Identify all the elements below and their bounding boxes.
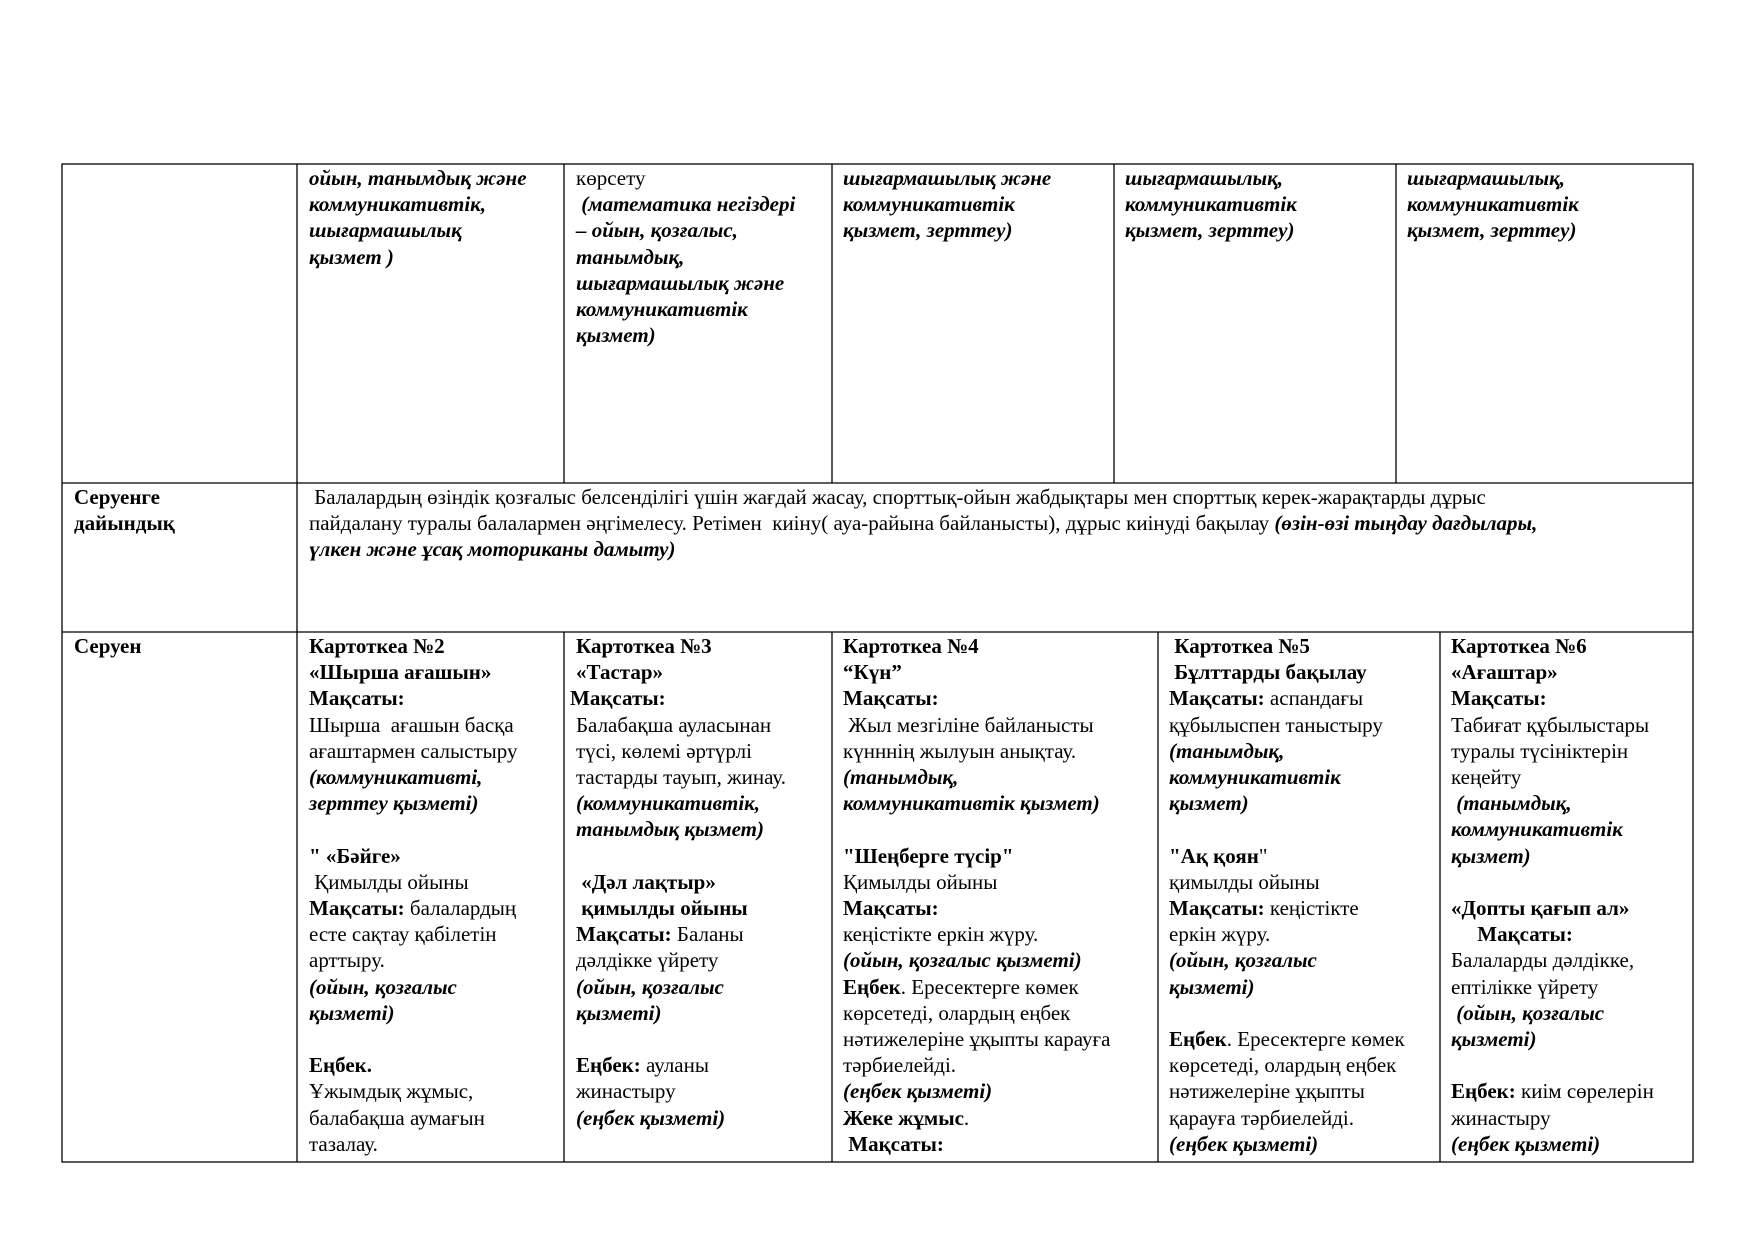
- game-title: "Ақ қоян: [1169, 843, 1259, 868]
- text-line: [309, 510, 1537, 536]
- text-line: қызмет): [576, 323, 656, 348]
- text-line: арттыру.: [309, 948, 385, 973]
- text-line: жинастыру: [576, 1079, 676, 1104]
- row-label: дайындық: [74, 511, 175, 536]
- activity-line: коммуникативтік: [1169, 765, 1341, 790]
- goal-label: Мақсаты:: [309, 896, 405, 921]
- goal-label: Мақсаты:: [1451, 686, 1547, 711]
- card-title: Картоткеа №5: [1169, 634, 1310, 658]
- text-line: Балабақша ауласынан: [576, 712, 772, 737]
- text-line: шығармашылық және: [843, 166, 1052, 190]
- text-line: түсі, көлемі әртүрлі: [576, 738, 752, 763]
- text-line: күнннің жылуын анықтау.: [843, 738, 1077, 763]
- text-line: қарауға тәрбиелейді.: [1169, 1105, 1355, 1130]
- text-line: қызмет, зерттеу): [843, 218, 1013, 243]
- activity-line: (танымдық,: [843, 765, 959, 790]
- game-subtitle: қимылды ойыны: [576, 896, 748, 921]
- text-line: [843, 1105, 1110, 1131]
- card-5-cell: [1169, 633, 1405, 1157]
- activity-line: танымдық қызмет): [576, 817, 764, 842]
- text-line: көрсетеді, олардың еңбек: [843, 1000, 1071, 1025]
- goal-label: Мақсаты:: [1169, 896, 1265, 921]
- text-span: киім сөрелерін: [1515, 1079, 1654, 1104]
- activity-line: (ойын, қозғалыс: [576, 974, 724, 999]
- goal-label: Мақсаты:: [1451, 922, 1573, 947]
- row1-col5-cell: [1125, 165, 1297, 244]
- text-line: [1169, 685, 1405, 711]
- text-line: коммуникативтік: [843, 192, 1015, 217]
- card-subtitle: “Күн”: [843, 660, 902, 685]
- card-title: Картоткеа №3: [576, 634, 712, 658]
- game-title: «Допты қағып ал»: [1451, 896, 1630, 921]
- card-subtitle: «Тастар»: [576, 660, 664, 685]
- text-line: құбылыспен таныстыру: [1169, 712, 1383, 737]
- blank-line: [576, 843, 786, 869]
- text-line: тәрбиелейді.: [843, 1053, 957, 1078]
- blank-line: [1169, 816, 1405, 842]
- text-line: туралы түсініктерін: [1451, 738, 1629, 763]
- goal-label: Мақсаты:: [843, 1131, 944, 1156]
- activity-line: (ойын, қозғалыс: [1169, 948, 1317, 973]
- blank-line: [1169, 1000, 1405, 1026]
- text-line: [1169, 1026, 1405, 1052]
- text-line: Жыл мезгіліне байланысты: [843, 712, 1094, 737]
- text-span: балалардың: [404, 896, 517, 921]
- row1-col2-cell: [309, 165, 527, 270]
- text-line: Балалардың өзіндік қозғалыс белсенділігі үшін жағдай жасау, спорттық-ойын жабдықтары мен спорттық керек-жарақтарды дұрыс: [309, 485, 1486, 509]
- text-span: .: [963, 1105, 970, 1130]
- text-line: ептілікке үйрету: [1451, 974, 1599, 999]
- text-span: . Ересектерге көмек: [900, 974, 1079, 999]
- activity-line: (коммуникативті,: [309, 765, 483, 790]
- activity-line: (ойын, қозғалыс: [1451, 1000, 1605, 1025]
- text-line: дәлдікке үйрету: [576, 948, 719, 973]
- text-line: үлкен және ұсақ моториканы дамыту): [309, 537, 676, 562]
- game-title: "Шеңберге түсір": [843, 843, 1014, 868]
- text-line: [1169, 843, 1405, 869]
- text-line: шығармашылық,: [1407, 166, 1565, 190]
- activity-line: (танымдық,: [1169, 738, 1285, 763]
- goal-label: Мақсаты:: [309, 686, 405, 711]
- text-line: Ұжымдық жұмыс,: [309, 1079, 474, 1104]
- work-label: Еңбек:: [576, 1053, 641, 1078]
- blank-line: [1451, 869, 1654, 895]
- text-line: кеңістікте еркін жүру.: [843, 922, 1039, 947]
- text-line: жинастыру: [1451, 1105, 1551, 1130]
- card-subtitle: «Шырша ағашын»: [309, 660, 492, 685]
- text-line: ойын, танымдық және: [309, 166, 527, 190]
- text-span: . Ересектерге көмек: [1226, 1027, 1405, 1052]
- activity-line: зерттеу қызметі): [309, 791, 479, 816]
- card-4-cell: [843, 633, 1110, 1157]
- activity-line: (коммуникативтік,: [576, 791, 761, 816]
- card-title: Картоткеа №6: [1451, 634, 1587, 658]
- text-line: қызмет ): [309, 244, 394, 269]
- work-label: Еңбек: [843, 974, 901, 999]
- text-line: [576, 921, 786, 947]
- work-label: Еңбек:: [1451, 1079, 1516, 1104]
- text-span: аспандағы: [1264, 686, 1364, 711]
- goal-label: Мақсаты:: [843, 686, 939, 711]
- text-line: коммуникативтік: [576, 297, 748, 322]
- text-span: Баланы: [671, 922, 744, 947]
- text-line: [309, 895, 517, 921]
- text-line: (математика негіздері: [576, 192, 796, 217]
- text-line: шығармашылық,: [1125, 166, 1283, 190]
- text-line: қызмет, зерттеу): [1125, 218, 1295, 243]
- text-line: Балаларды дәлдікке,: [1451, 948, 1635, 973]
- card-subtitle: Бұлттарды бақылау: [1169, 660, 1367, 685]
- text-line: еркін жүру.: [1169, 922, 1271, 947]
- text-line: коммуникативтік,: [309, 192, 487, 217]
- row3-label-cell: [74, 633, 141, 659]
- card-3-cell: [570, 633, 787, 1131]
- text-line: коммуникативтік: [1407, 192, 1579, 217]
- text-line: шығармашылық: [309, 218, 462, 243]
- game-title: " «Бәйге»: [309, 843, 401, 868]
- row1-col6-cell: [1407, 165, 1579, 244]
- activity-line: қызмет): [1451, 843, 1531, 868]
- blank-line: [309, 1026, 517, 1052]
- card-2-cell: [309, 633, 517, 1157]
- row2-label-cell: [74, 484, 175, 536]
- activity-line: (ойын, қозғалыс қызметі): [843, 948, 1082, 973]
- game-subtitle: қимылды ойыны: [1169, 869, 1320, 894]
- text-line: нәтижелеріне ұқыпты: [1169, 1079, 1365, 1104]
- game-subtitle: Қимылды ойыны: [309, 869, 469, 894]
- activity-line: (еңбек қызметі): [1451, 1131, 1601, 1156]
- card-subtitle: «Ағаштар»: [1451, 660, 1558, 685]
- text-line: [1451, 1078, 1654, 1104]
- activity-line: (ойын, қозғалыс: [309, 974, 457, 999]
- game-title: «Дәл лақтыр»: [576, 869, 716, 894]
- text-span: ауланы: [640, 1053, 709, 1078]
- row1-col4-cell: [843, 165, 1051, 244]
- text-line: қызмет, зерттеу): [1407, 218, 1577, 243]
- row1-col3-cell: [576, 165, 795, 348]
- activity-line: қызметі): [576, 1000, 662, 1025]
- text-span: ": [1258, 843, 1268, 868]
- text-line: кеңейту: [1451, 765, 1522, 790]
- text-span: пайдалану туралы балалармен әңгімелесу. Ретімен киіну( ауа-райына байланысты), дұрыс киінуді бақылау: [309, 511, 1275, 536]
- text-span: (өзін-өзі тыңдау дағдылары,: [1274, 511, 1538, 536]
- work-label: Еңбек.: [309, 1053, 372, 1078]
- text-line: танымдық,: [576, 244, 685, 269]
- activity-line: (еңбек қызметі): [1169, 1131, 1319, 1156]
- goal-label: Мақсаты:: [1169, 686, 1265, 711]
- blank-line: [309, 816, 517, 842]
- activity-line: қызметі): [1169, 974, 1255, 999]
- goal-label: Мақсаты:: [576, 922, 672, 947]
- text-line: көрсету: [576, 166, 646, 190]
- row2-content-cell: [309, 484, 1537, 563]
- text-line: есте сақтау қабілетін: [309, 922, 497, 947]
- text-line: Табиғат құбылыстары: [1451, 712, 1650, 737]
- text-line: – ойын, қозғалыс,: [576, 218, 738, 243]
- activity-line: (еңбек қызметі): [843, 1079, 993, 1104]
- activity-line: қызметі): [309, 1000, 395, 1025]
- activity-line: коммуникативтік қызмет): [843, 791, 1100, 816]
- text-line: көрсетеді, олардың еңбек: [1169, 1053, 1397, 1078]
- activity-line: (танымдық,: [1451, 791, 1572, 816]
- blank-line: [843, 816, 1110, 842]
- activity-line: коммуникативтік: [1451, 817, 1623, 842]
- text-line: [576, 1052, 786, 1078]
- work-label: Еңбек: [1169, 1027, 1227, 1052]
- activity-line: қызмет): [1169, 791, 1249, 816]
- goal-label: Мақсаты:: [843, 896, 939, 921]
- activity-line: (еңбек қызметі): [576, 1105, 726, 1130]
- activity-line: қызметі): [1451, 1027, 1537, 1052]
- blank-line: [1451, 1052, 1654, 1078]
- text-line: тазалау.: [309, 1131, 378, 1156]
- text-line: ағаштармен салыстыру: [309, 738, 518, 763]
- text-line: тастарды тауып, жинау.: [576, 765, 787, 790]
- card-title: Картоткеа №4: [843, 634, 979, 658]
- text-line: балабақша аумағын: [309, 1105, 485, 1130]
- text-span: кеңістікте: [1264, 896, 1359, 921]
- text-line: Шырша ағашын басқа: [309, 712, 514, 737]
- text-line: шығармашылық және: [576, 270, 785, 295]
- blank-line: [576, 1026, 786, 1052]
- row-label: Серуенге: [74, 485, 160, 509]
- text-line: коммуникативтік: [1125, 192, 1297, 217]
- personal-work-label: Жеке жұмыс: [843, 1105, 964, 1130]
- card-6-cell: [1451, 633, 1654, 1157]
- goal-label: Мақсаты:: [570, 686, 666, 711]
- card-title: Картоткеа №2: [309, 634, 445, 658]
- row-label: Серуен: [74, 634, 142, 658]
- text-line: [1169, 895, 1405, 921]
- text-line: нәтижелеріне ұқыпты карауға: [843, 1027, 1111, 1052]
- game-subtitle: Қимылды ойыны: [843, 869, 998, 894]
- text-line: [843, 974, 1110, 1000]
